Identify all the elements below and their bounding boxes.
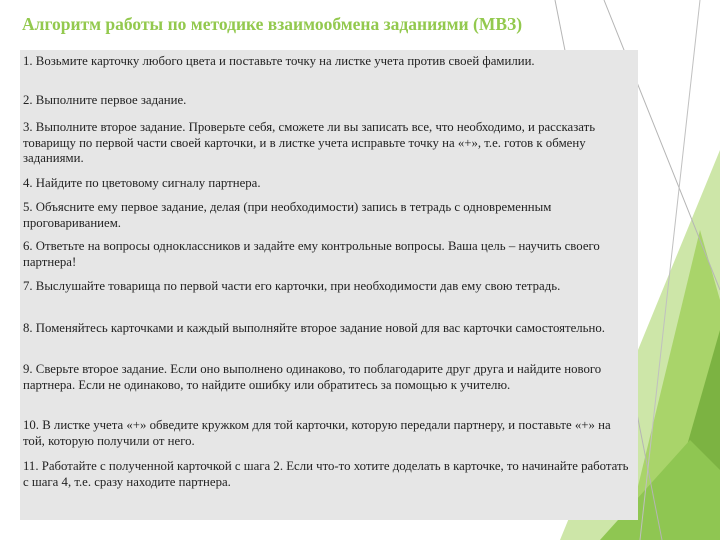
- step-item: 11. Работайте с полученной карточкой с шага 2. Если что-то хотите доделать в карточке, то начинайте работать с шага 4, т.е. сразу находите партнера.: [23, 459, 629, 489]
- step-item: 9. Сверьте второе задание. Если оно выполнено одинаково, то поблагодарите друг друга и найдите нового партнера. Если не одинаково, то найдите ошибку или обратитесь за помощью к учителю.: [23, 362, 602, 392]
- step-item: 1. Возьмите карточку любого цвета и поставьте точку на листке учета против своей фамилии.: [23, 54, 535, 68]
- step-item: 10. В листке учета «+» обведите кружком для той карточки, которую передали партнеру, и поставьте «+» на той, которую получили от него.: [23, 418, 611, 448]
- step-item: 6. Ответьте на вопросы одноклассников и задайте ему контрольные вопросы. Ваша цель – научить своего партнера!: [23, 239, 600, 269]
- step-item: 4. Найдите по цветовому сигналу партнера.: [23, 176, 261, 190]
- slide-title: Алгоритм работы по методике взаимообмена заданиями (МВЗ): [22, 14, 523, 34]
- step-item: 2. Выполните первое задание.: [23, 93, 187, 107]
- step-item: 5. Объясните ему первое задание, делая (при необходимости) запись в тетрадь с одновременным проговариванием.: [23, 200, 552, 230]
- step-item: 8. Поменяйтесь карточками и каждый выполняйте второе задание новой для вас карточки самостоятельно.: [23, 321, 605, 335]
- step-item: 3. Выполните второе задание. Проверьте себя, сможете ли вы записать все, что необходимо, и рассказать товарищу по первой части своей карточки, и в листке учета исправьте точку на «+», т.е. готов к обмену заданиями.: [23, 120, 596, 165]
- step-item: 7. Выслушайте товарища по первой части его карточки, при необходимости дав ему свою тетрадь.: [23, 279, 561, 293]
- content-panel: [20, 50, 638, 520]
